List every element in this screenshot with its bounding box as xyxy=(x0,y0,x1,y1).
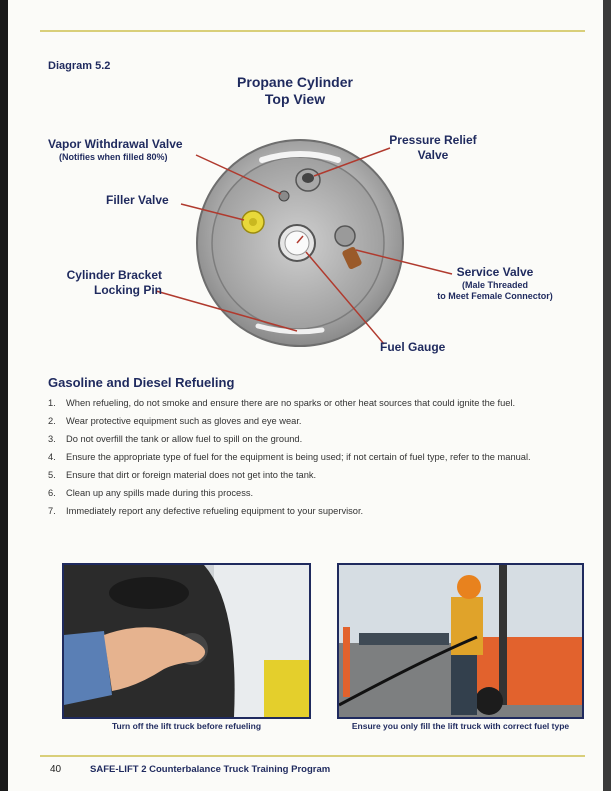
photo-fuel-type-illustration xyxy=(339,565,582,717)
step-number: 2. xyxy=(48,416,56,426)
worker-helmet xyxy=(457,575,481,599)
section-title: Gasoline and Diesel Refueling xyxy=(48,375,235,390)
step-text: Wear protective equipment such as gloves and eye wear. xyxy=(66,416,302,426)
step-text: Immediately report any defective refueling equipment to your supervisor. xyxy=(66,506,364,516)
step-number: 3. xyxy=(48,434,56,444)
callout-service-sub2: to Meet Female Connector) xyxy=(437,291,553,301)
diagram-label: Diagram 5.2 xyxy=(48,60,111,72)
step-number: 6. xyxy=(48,488,56,498)
step-number: 4. xyxy=(48,452,56,462)
callout-fuel-gauge: Fuel Gauge xyxy=(380,340,446,354)
forklift-wheel xyxy=(475,687,503,715)
callout-bracket-line2: Locking Pin xyxy=(93,283,162,297)
step-number: 7. xyxy=(48,506,56,516)
step-text: When refueling, do not smoke and ensure there are no sparks or other heat sources that could ignite the fuel. xyxy=(66,398,516,408)
diagram-title-line1: Propane Cylinder xyxy=(237,74,353,90)
callout-service-sub1: (Male Threaded xyxy=(461,280,528,290)
photo-fuel-type xyxy=(337,563,584,719)
photo-turn-off-truck-illustration xyxy=(64,565,309,717)
control-levers xyxy=(109,577,189,609)
callout-vapor-withdrawal-valve xyxy=(48,137,183,163)
filler-valve-center xyxy=(249,218,257,226)
page-number: 40 xyxy=(50,764,62,775)
step-item xyxy=(48,448,598,466)
callout-pressure-line1: Pressure Relief xyxy=(389,133,477,147)
parked-cars xyxy=(359,633,449,645)
step-item xyxy=(48,412,598,430)
callout-vapor-sub: (Notifies when filled 80%) xyxy=(59,152,168,162)
callout-pressure-line2: Valve xyxy=(417,148,449,162)
step-item xyxy=(48,466,598,484)
step-text: Clean up any spills made during this process. xyxy=(66,488,254,498)
service-valve-handwheel xyxy=(335,226,355,246)
bollard xyxy=(343,627,350,697)
step-number: 1. xyxy=(48,398,56,408)
step-item xyxy=(48,394,598,412)
pressure-relief-valve-core xyxy=(302,173,314,183)
photo-turn-off-truck xyxy=(62,563,311,719)
footer-title: SAFE-LIFT 2 Counterbalance Truck Training Program xyxy=(90,764,331,775)
diagram-title-line2: Top View xyxy=(264,91,326,107)
caption-right: Ensure you only fill the lift truck with correct fuel type xyxy=(351,721,570,731)
forklift-mast xyxy=(499,565,507,705)
bottom-rule xyxy=(40,755,585,757)
step-text: Ensure that dirt or foreign material does not get into the tank. xyxy=(66,470,317,480)
callout-service-title: Service Valve xyxy=(456,265,534,279)
step-number: 5. xyxy=(48,470,56,480)
vapor-withdrawal-valve xyxy=(279,191,289,201)
step-item xyxy=(48,430,598,448)
callout-filler-valve: Filler Valve xyxy=(106,193,169,207)
callout-service-valve xyxy=(420,265,570,302)
yellow-panel xyxy=(264,660,309,717)
callout-bracket-line1: Cylinder Bracket xyxy=(66,268,162,282)
caption-left: Turn off the lift truck before refueling xyxy=(111,721,262,731)
worker-legs xyxy=(451,655,477,715)
step-item xyxy=(48,484,598,502)
callout-vapor-title: Vapor Withdrawal Valve xyxy=(48,137,183,151)
step-item xyxy=(48,502,598,520)
sleeve xyxy=(64,631,112,705)
callout-cylinder-bracket xyxy=(62,268,162,298)
callout-pressure-relief-valve xyxy=(385,133,481,163)
step-text: Ensure the appropriate type of fuel for the equipment is being used; if not certain of fuel type, refer to the manual. xyxy=(66,452,531,462)
refueling-steps-list xyxy=(48,394,598,520)
step-text: Do not overfill the tank or allow fuel to spill on the ground. xyxy=(66,434,303,444)
